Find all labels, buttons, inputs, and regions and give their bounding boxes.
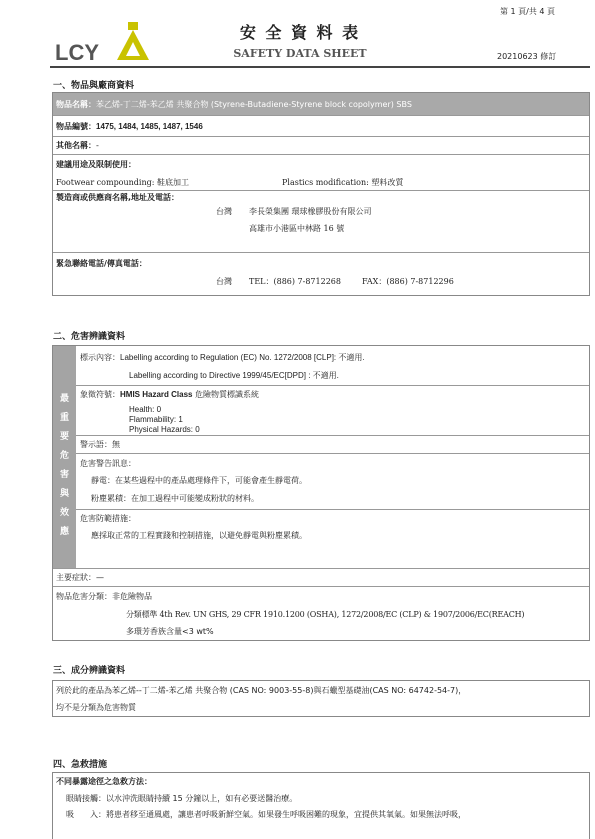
divider (53, 252, 589, 253)
hmis-health: Health: 0 (129, 405, 162, 414)
divider (76, 385, 589, 386)
symbol-intro: 象徵符號： (80, 390, 120, 399)
emergency-label: 緊急聯絡電話/傳真電話： (56, 259, 147, 268)
divider (76, 509, 589, 510)
side-char: 最 (59, 394, 69, 404)
pah-content: 多環芳香族含量<3 wt% (126, 627, 214, 636)
divider (76, 435, 589, 436)
use-footwear: Footwear compounding: 鞋底加工 (56, 178, 189, 187)
warning-static: 靜電：在某些過程中的產品處理條件下，可能會產生靜電荷。 (91, 476, 307, 485)
label-intro: 標示內容： (80, 353, 120, 362)
other-name-label: 其他名稱： (56, 141, 96, 150)
section-4-heading: 四、急救措施 (53, 760, 108, 770)
other-name-value: - (96, 141, 99, 150)
prevention-measure: 應採取正常的工程實踐和控制措施，以避免靜電與粉塵累積。 (91, 531, 307, 540)
side-char: 害 (59, 470, 69, 480)
header-rule (50, 66, 590, 68)
section-1-heading: 一、物品與廠商資料 (53, 81, 135, 91)
hmis-physical: Physical Hazards: 0 (129, 425, 200, 434)
divider (53, 154, 589, 155)
main-symptoms: 主要症狀：— (56, 573, 104, 582)
warning-dust: 粉塵累積：在加工過程中可能變成粉狀的材料。 (91, 494, 259, 503)
emergency-fax: FAX：(886) 7-8712296 (362, 277, 454, 286)
label-clp: Labelling according to Regulation (EC) No. 1272/2008 [CLP]: 不適用. (120, 353, 365, 362)
symbol-row (80, 390, 259, 400)
signal-word: 警示語：無 (80, 440, 120, 449)
manufacturer-label: 製造商或供應商名稱,地址及電話： (56, 193, 180, 202)
product-name-value: 苯乙烯-丁二烯-苯乙烯 共聚合物 (Styrene-Butadiene-Styrene block copolymer) SBS (96, 100, 412, 109)
divider (53, 586, 589, 587)
emergency-country: 台灣 (216, 277, 232, 286)
other-name-row (56, 141, 99, 151)
hmis-cn: 危險物質標識系統 (195, 390, 260, 399)
hmis-flammability: Flammability: 1 (129, 415, 183, 424)
label-row-1 (80, 353, 365, 363)
product-name-row (56, 99, 412, 110)
side-heading (53, 390, 76, 542)
hazard-classification: 物品危害分類：非危險物品 (56, 592, 152, 601)
warning-title: 危害警告訊息： (80, 459, 136, 468)
company-logo (55, 22, 150, 64)
label-dpd: Labelling according to Directive 1999/45/EC[DPD] : 不適用. (129, 371, 339, 380)
side-char: 應 (59, 527, 69, 537)
manufacturer-address: 高雄市小港區中林路 16 號 (249, 224, 345, 233)
prevention-title: 危害防範措施： (80, 514, 136, 523)
composition-line-2: 均不是分類為危害物質 (56, 703, 136, 712)
product-name-label: 物品名稱： (56, 100, 96, 109)
title-english: SAFETY DATA SHEET (233, 47, 367, 60)
divider (53, 568, 589, 569)
side-char: 效 (59, 508, 69, 518)
use-plastics: Plastics modification: 塑料改質 (282, 178, 404, 187)
page-number: 第 1 頁/共 4 頁 (500, 7, 556, 16)
logo-text: LCY (55, 40, 99, 64)
divider (53, 136, 589, 137)
emergency-tel: TEL：(886) 7-8712268 (249, 277, 341, 286)
side-char: 要 (59, 432, 69, 442)
composition-line-1: 列於此的產品為苯乙烯--丁二烯-苯乙烯 共聚合物 (CAS NO: 9003-55-8)與石蠟型基礎油(CAS NO: 64742-54-7)， (56, 686, 467, 695)
side-char: 重 (59, 413, 69, 423)
first-aid-inhale: 吸 入：將患者移至通風處，讓患者呼吸新鮮空氣。如果發生呼吸困難的現象，宜提供其氧氣。如果無法呼吸， (66, 810, 466, 819)
hmis-title: HMIS Hazard Class (120, 390, 193, 399)
first-aid-route-title: 不同暴露途徑之急救方法： (56, 777, 152, 786)
first-aid-eye: 眼睛接觸：以水沖洗眼睛持續 15 分鐘以上，如有必要送醫治療。 (66, 794, 298, 803)
section-3-heading: 三、成分辨識資料 (53, 666, 126, 676)
side-char: 危 (59, 451, 69, 461)
revision-date: 20210623 修訂 (497, 52, 557, 61)
section-2-heading: 二、危害辨識資料 (53, 332, 126, 342)
use-label: 建議用途及限制使用： (56, 160, 136, 169)
title-chinese: 安 全 資 料 表 (239, 23, 361, 42)
manufacturer-name: 李長榮集團 環球橡膠股份有限公司 (249, 207, 372, 216)
divider (76, 453, 589, 454)
product-code-label: 物品編號： (56, 122, 96, 131)
divider (53, 190, 589, 191)
classification-standard: 分類標準 4th Rev. UN GHS, 29 CFR 1910.1200 (OSHA), 1272/2008/EC (CLP) & 1907/2006/EC(REACH) (126, 610, 525, 619)
product-code-row (56, 122, 203, 132)
divider (53, 115, 589, 116)
product-code-value: 1475, 1484, 1485, 1487, 1546 (96, 122, 203, 131)
manufacturer-country: 台灣 (216, 207, 232, 216)
side-char: 與 (59, 489, 69, 499)
